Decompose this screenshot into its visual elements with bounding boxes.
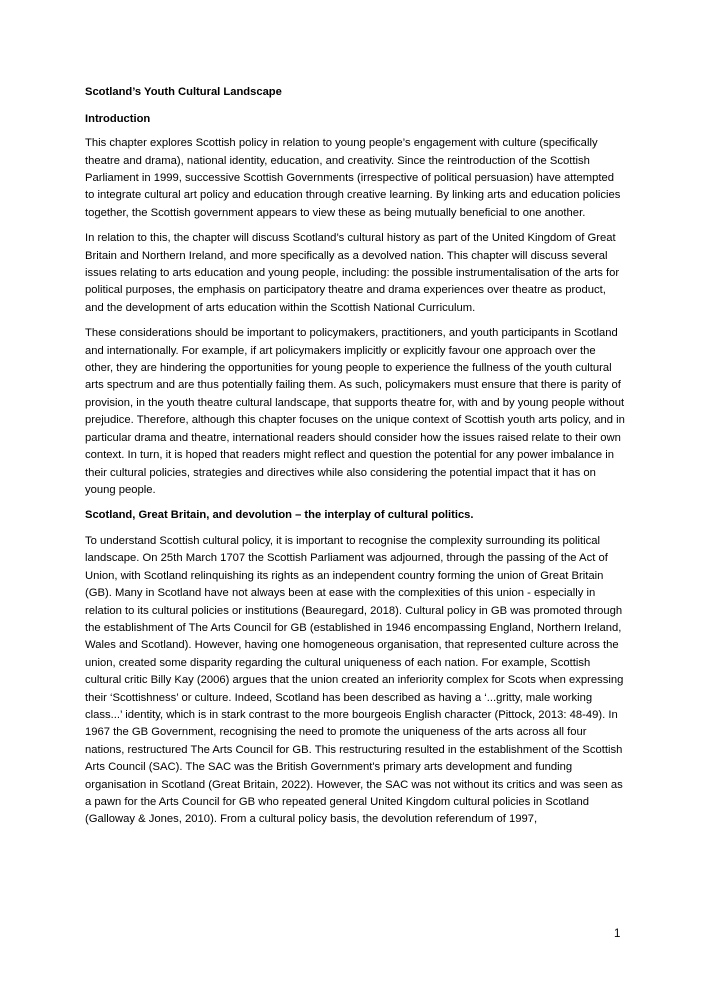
introduction-paragraph-3: These considerations should be important to policymakers, practitioners, and youth participants in Scotland and internationally. For example, if art policymakers implicitly or explicitly favour one approach over the other, they are hindering the opportunities for young people to experience the fullness of the youth cultural arts spectrum and are thus potentially failing them. As such, policymakers must ensure that there is parity of provision, in the youth theatre cultural landscape, that supports theatre for, with and by young people without prejudice. Therefore, although this chapter focuses on the unique context of Scottish youth arts policy, and in particular drama and theatre, international readers should consider how the issues raised relate to their own context. In turn, it is hoped that readers might reflect and question the potential for any power imbalance in their cultural policies, strategies and directives while also considering the potential impact that it has on young people. [85,327,625,496]
introduction-paragraph-1: This chapter explores Scottish policy in relation to young people’s engagement with culture (specifically theatre and drama), national identity, education, and creativity. Since the reintroduction of the Scottish Parliament in 1999, successive Scottish Governments (irrespective of political persuasion) have attempted to integrate cultural art policy and education through creative learning. By linking arts and education policies together, the Scottish government appears to view these as being mutually beneficial to one another. [85,137,621,219]
page-number: 1 [614,928,621,940]
devolution-paragraph-1: To understand Scottish cultural policy, it is important to recognise the complexity surrounding its political landscape. On 25th March 1707 the Scottish Parliament was adjourned, through the passing of the Act of Union, with Scotland relinquishing its rights as an independent country forming the union of Great Britain (GB). Many in Scotland have not always been at ease with the complexities of this union - especially in relation to its cultural policies or institutions (Beauregard, 2018). Cultural policy in GB was promoted through the establishment of The Arts Council for GB (established in 1946 encompassing England, Northern Ireland, Wales and Scotland). However, having one homogeneous organisation, that represented culture across the union, created some disparity regarding the cultural uniqueness of each nation. For example, Scottish cultural critic Billy Kay (2006) argues that the union created an inferiority complex for Scots when expressing their ‘Scottishness’ or culture. Indeed, Scotland has been described as having a ‘...gritty, male working class...’ identity, which is in stark contrast to the more bourgeois English character (Pittock, 2013: 48-49). In 1967 the GB Government, recognising the need to promote the uniqueness of the arts across all four nations, restructured The Arts Council for GB. This restructuring resulted in the establishment of the Scottish Arts Council (SAC). The SAC was the British Government's primary arts development and funding organisation in Scotland (Great Britain, 2022). However, the SAC was not without its critics and was seen as a pawn for the Arts Council for GB who repeated general United Kingdom cultural policies in Scotland (Galloway & Jones, 2010). From a cultural policy basis, the devolution referendum of 1997, [85,534,624,826]
page-body [85,84,625,837]
section-heading-devolution: Scotland, Great Britain, and devolution – the interplay of cultural politics. [85,509,474,522]
introduction-heading: Introduction [85,112,151,125]
introduction-paragraph-2: In relation to this, the chapter will discuss Scotland’s cultural history as part of the United Kingdom of Great Britain and Northern Ireland, and more specifically as a devolved nation. This chapter will discuss several issues relating to arts education and young people, including: the possible instrumentalisation of the arts for political purposes, the emphasis on participatory theatre and drama experiences over theatre as product, and the development of arts education within the Scottish National Curriculum. [85,232,620,314]
document-title: Scotland’s Youth Cultural Landscape [85,86,282,98]
